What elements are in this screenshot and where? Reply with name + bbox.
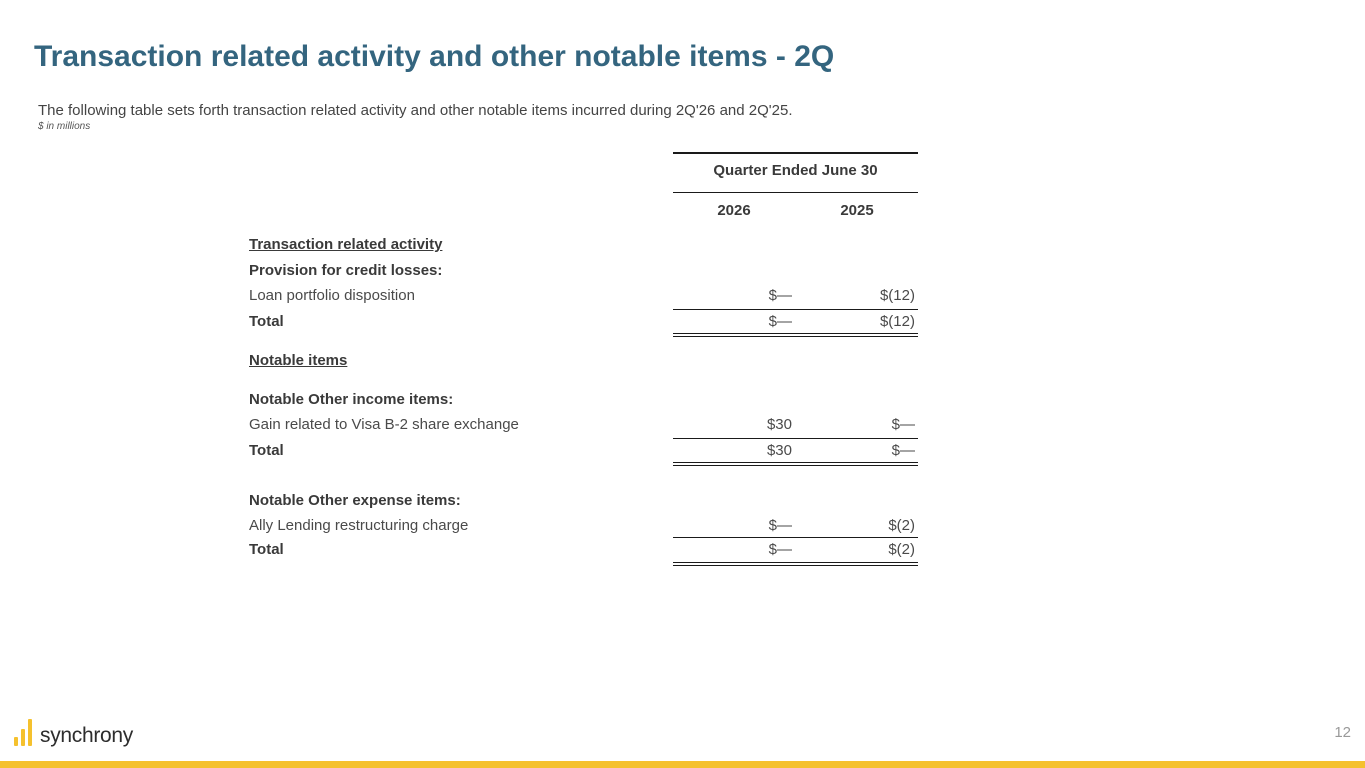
row-label-total: Total [249, 442, 284, 459]
footer-accent-bar [0, 761, 1365, 768]
cell-total-1-2026: $— [768, 313, 792, 330]
page-title: Transaction related activity and other notable items - 2Q [34, 40, 835, 73]
subtotal-rule [673, 438, 918, 439]
subheading-provision: Provision for credit losses: [249, 262, 443, 279]
period-header: Quarter Ended June 30 [713, 162, 878, 179]
cell-total-2-2025: $— [891, 442, 915, 459]
subheading-other-expense: Notable Other expense items: [249, 492, 461, 509]
synchrony-logo [14, 718, 133, 746]
page-subtitle: The following table sets forth transaction related activity and other notable items incurred during 2Q'26 and 2Q'25. [38, 102, 793, 119]
row-label-ally-lending: Ally Lending restructuring charge [249, 517, 469, 534]
row-label-visa-gain: Gain related to Visa B-2 share exchange [249, 416, 519, 433]
synchrony-bars-icon [14, 718, 36, 746]
subtotal-rule [673, 309, 918, 310]
total-double-rule [673, 462, 918, 466]
cell-loan-portfolio-2025: $(12) [879, 287, 915, 304]
cell-total-3-2025: $(2) [888, 541, 915, 558]
cell-ally-lending-2025: $(2) [888, 517, 915, 534]
column-header-2025: 2025 [840, 202, 874, 219]
row-label-loan-portfolio: Loan portfolio disposition [249, 287, 415, 304]
row-label-total: Total [249, 541, 284, 558]
cell-total-1-2025: $(12) [879, 313, 915, 330]
units-note: $ in millions [38, 121, 91, 132]
cell-ally-lending-2026: $— [768, 517, 792, 534]
column-header-2026: 2026 [717, 202, 751, 219]
cell-loan-portfolio-2026: $— [768, 287, 792, 304]
header-top-rule [673, 152, 918, 154]
cell-visa-gain-2026: $30 [766, 416, 792, 433]
header-rule [673, 192, 918, 193]
total-double-rule [673, 333, 918, 337]
cell-visa-gain-2025: $— [891, 416, 915, 433]
section-heading-transaction: Transaction related activity [249, 236, 443, 253]
total-double-rule [673, 562, 918, 566]
cell-total-3-2026: $— [768, 541, 792, 558]
subheading-other-income: Notable Other income items: [249, 391, 454, 408]
page-number: 12 [1334, 724, 1351, 741]
logo-wordmark: synchrony [40, 724, 134, 747]
subtotal-rule [673, 537, 918, 538]
section-heading-notable: Notable items [249, 352, 348, 369]
cell-total-2-2026: $30 [766, 442, 792, 459]
row-label-total: Total [249, 313, 284, 330]
